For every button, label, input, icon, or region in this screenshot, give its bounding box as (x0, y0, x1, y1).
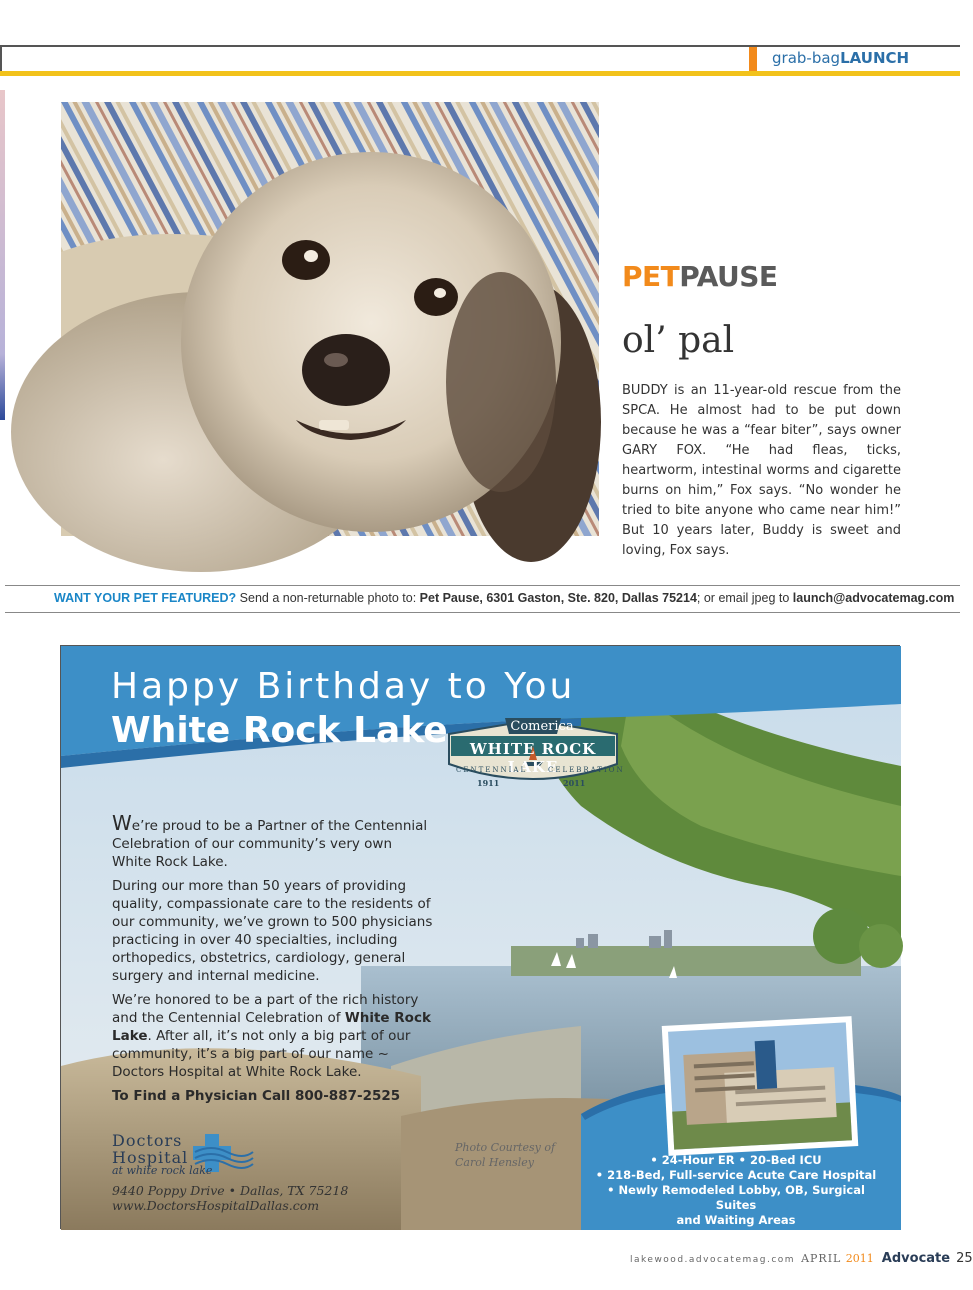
physician-phone-cta[interactable]: To Find a Physician Call 800-887-2525 (112, 1088, 401, 1104)
hospital-services-list (591, 1153, 881, 1228)
ad-copy (112, 811, 434, 1111)
section-name: LAUNCH (840, 49, 910, 67)
footer-month: APRIL (801, 1252, 842, 1265)
hospital-address (112, 1183, 348, 1213)
kicker-rest: PAUSE (679, 260, 778, 293)
note-lead: WANT YOUR PET FEATURED? (54, 591, 237, 605)
note-address: Pet Pause, 6301 Gaston, Ste. 820, Dallas 75214 (419, 591, 697, 605)
section-marker (749, 47, 757, 71)
ad-paragraph-1-text: e’re proud to be a Partner of the Centennial Celebration of our community’s very own White Rock Lake. (112, 818, 428, 870)
service-item: • Newly Remodeled Lobby, OB, Surgical Suites (607, 1183, 865, 1212)
footer-brand-logo: Advocate (881, 1251, 951, 1266)
hospital-building-photo (662, 1016, 859, 1156)
header-yellow-rule (0, 71, 960, 76)
hospital-logo-subtitle: at white rock lake (112, 1164, 213, 1177)
photo-credit (455, 1140, 555, 1170)
logo-line-2: Hospital (112, 1148, 189, 1167)
page-number: 25 (956, 1251, 973, 1266)
ad-paragraph-3 (112, 991, 434, 1081)
badge-left-label: CENTENNIAL (456, 766, 528, 774)
story-title: ol’ pal (622, 320, 735, 361)
section-prefix: grab-bag (772, 49, 841, 67)
footer-year: 2011 (845, 1252, 874, 1265)
note-text-2: ; or email jpeg to (696, 591, 793, 605)
ad-headline-1: Happy Birthday to You (111, 666, 576, 707)
note-rule-bottom (5, 612, 960, 613)
hospital-logo-name (112, 1132, 188, 1166)
ad-paragraph-3-b: . After all, it’s not only a big part of our community, it’s a big part of our name ~ Doctors Hospital at White Rock Lake. (112, 1028, 411, 1080)
note-rule-top (5, 585, 960, 586)
logo-line-1: Doctors (112, 1131, 183, 1150)
note-text-1: Send a non-returnable photo to: (236, 591, 420, 605)
facing-page-edge (0, 90, 5, 420)
photo-credit-line-1: Photo Courtesy of (455, 1141, 556, 1154)
badge-title: WHITE ROCK LAKE (469, 740, 597, 776)
ad-paragraph-2: During our more than 50 years of providing quality, compassionate care to the residents of our community, we’ve grown to 500 physicians practicing in over 40 specialties, including orthopedics, obstetrics, cardiology, general surgery and internal medicine. (112, 878, 433, 984)
badge-year-end: 2011 (563, 778, 586, 788)
header-tick (0, 47, 2, 71)
badge-right-label: CELEBRATION (548, 766, 625, 774)
hospital-website-link[interactable]: www.DoctorsHospitalDallas.com (112, 1198, 320, 1213)
hospital-advertisement (60, 645, 900, 1229)
kicker-accent: PET (622, 260, 680, 293)
photo-credit-line-2: Carol Hensley (455, 1156, 534, 1169)
footer-site[interactable]: lakewood.advocatemag.com (630, 1255, 796, 1265)
ad-paragraph-3-bold: White Rock Lake (112, 1010, 431, 1044)
address-line: 9440 Poppy Drive • Dallas, TX 75218 (112, 1183, 349, 1198)
column-kicker (622, 260, 778, 293)
submission-note (54, 591, 955, 605)
service-item: and Waiting Areas (676, 1213, 796, 1227)
note-email[interactable]: launch@advocatemag.com (792, 591, 955, 605)
drop-cap: W (112, 811, 132, 835)
ad-paragraph-3-a: We’re honored to be a part of the rich history and the Centennial Celebration of (112, 992, 419, 1026)
dog-photo (61, 102, 599, 536)
page-footer (630, 1249, 973, 1267)
badge-sponsor: Comerica (510, 719, 574, 734)
ad-paragraph-1 (112, 811, 434, 871)
service-item: • 24-Hour ER • 20-Bed ICU (650, 1153, 822, 1167)
badge-year-start: 1911 (477, 778, 500, 788)
service-item: • 218-Bed, Full-service Acute Care Hospital (595, 1168, 877, 1182)
ad-headline-2: White Rock Lake (111, 710, 448, 751)
story-body: BUDDY is an 11-year-old rescue from the SPCA. He almost had to be put down because he was a “fear biter”, says owner GARY FOX. “He had fleas, ticks, heartworm, intestinal worms and cigarette burns on him,” Fox says. “No wonder he tried to bite anyone who came near him!” But 10 years later, Buddy is sweet and loving, Fox says. (622, 383, 901, 558)
header-rule (0, 45, 960, 47)
section-label (772, 49, 909, 67)
